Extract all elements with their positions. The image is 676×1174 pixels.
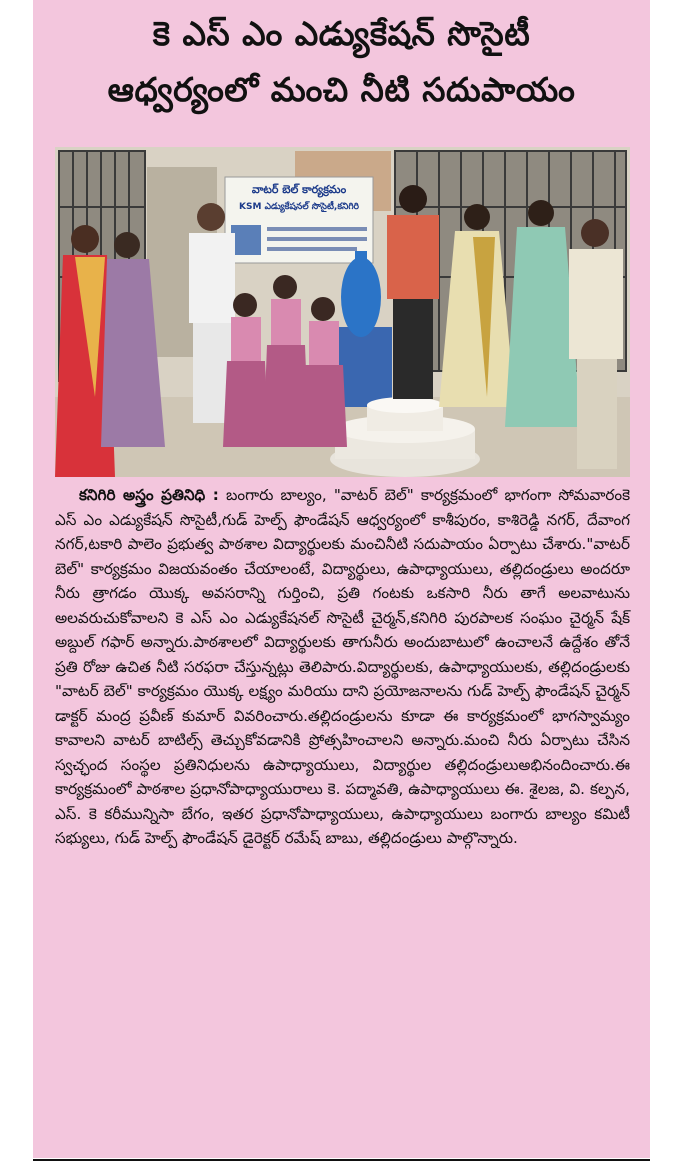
headline-line-2: ఆధ్వర్యంలో మంచి నీటి సదుపాయం — [107, 70, 576, 109]
article-body — [55, 483, 630, 851]
headline — [33, 6, 650, 118]
headline-line-1: కె ఎస్ ఎం ఎడ్యుకేషన్ సొసైటీ — [152, 14, 531, 53]
event-photo-illustration — [55, 147, 630, 477]
article-dateline: కనిగిరి అస్త్రం ప్రతినిధి : — [79, 486, 219, 504]
bottom-rule — [33, 1159, 650, 1161]
newspaper-clipping — [33, 0, 650, 1158]
banner-line-1: వాటర్ బెల్ కార్యక్రమం — [251, 183, 347, 196]
banner-line-2: KSM ఎడ్యుకేషనల్ సొసైటీ,కనిగిరి — [239, 202, 359, 212]
water-bell-banner — [225, 177, 373, 263]
article-text: బంగారు బాల్యం, "వాటర్ బెల్" కార్యక్రమంలో భాగంగా సోమవారంకె ఎస్ ఎం ఎడ్యుకేషన్ సొసైటీ,గుడ్ హెల్ప్ ఫౌండేషన్ ఆధ్వర్యంలో కాశీపురం, కాశిరెడ్డి నగర్, దేవాంగ నగర్,టకారి పాలెం ప్రభుత్వ పాఠశాల విద్యార్థులకు మంచినీటి సదుపాయం ఏర్పాటు చేశారు."వాటర్ బెల్" కార్యక్రమం విజయవంతం చేయాలంటే, విద్యార్థులు, ఉపాధ్యాయులు, తల్లిదండ్రులు అందరూ నీరు త్రాగడం యొక్క అవసరాన్ని గుర్తించి, ప్రతి గంటకు ఒకసారి నీరు తాగే అలవాటును అలవరుచుకోవాలని కె ఎస్ ఎం ఎడ్యుకేషనల్ సొసైటీ చైర్మన్,కనిగిరి పురపాలక సంఘం చైర్మన్ షేక్ అబ్దుల్ గఫార్ అన్నారు.పాఠశాలలో విద్యార్థులకు తాగునీరు అందుబాటులో ఉంచాలనే ఉద్దేశం తోనే ప్రతి రోజు ఉచిత నీటి సరఫరా చేస్తున్నట్లు తెలిపారు.విద్యార్థులకు, ఉపాధ్యాయులకు, తల్లిదండ్రులకు "వాటర్ బెల్" కార్యక్రమం యొక్క లక్ష్యం మరియు దాని ప్రయోజనాలను గుడ్ హెల్ప్ ఫౌండేషన్ చైర్మన్ డాక్టర్ మంద్ర ప్రవీణ్ కుమార్ వివరించారు.తల్లిదండ్రులను కూడా ఈ కార్యక్రమంలో భాగస్వామ్యం కావాలని వాటర్ బాటిల్స్ తెచ్చుకోవడానికి ప్రోత్సహించాలని అన్నారు.మంచి నీరు ఏర్పాటు చేసిన స్వచ్ఛంద సంస్థల ప్రతినిధులను ఉపాధ్యాయులు, విద్యార్థుల తల్లిదండ్రులుఅభినందించారు.ఈ కార్యక్రమంలో పాఠశాల ప్రధానోపాధ్యాయురాలు కె. పద్మావతి, ఉపాధ్యాయులు ఈ. శైలజ, వి. కల్పన, ఎస్. కె కరీమున్నిసా బేగం, ఇతర ప్రధానోపాధ్యాయులు, ఉపాధ్యాయులు బంగారు బాల్యం కమిటీ సభ్యులు, గుడ్ హెల్ప్ ఫౌండేషన్ డైరెక్టర్ రమేష్ బాబు, తల్లిదండ్రులు పాల్గొన్నారు. — [55, 486, 631, 847]
event-photo — [55, 147, 630, 477]
